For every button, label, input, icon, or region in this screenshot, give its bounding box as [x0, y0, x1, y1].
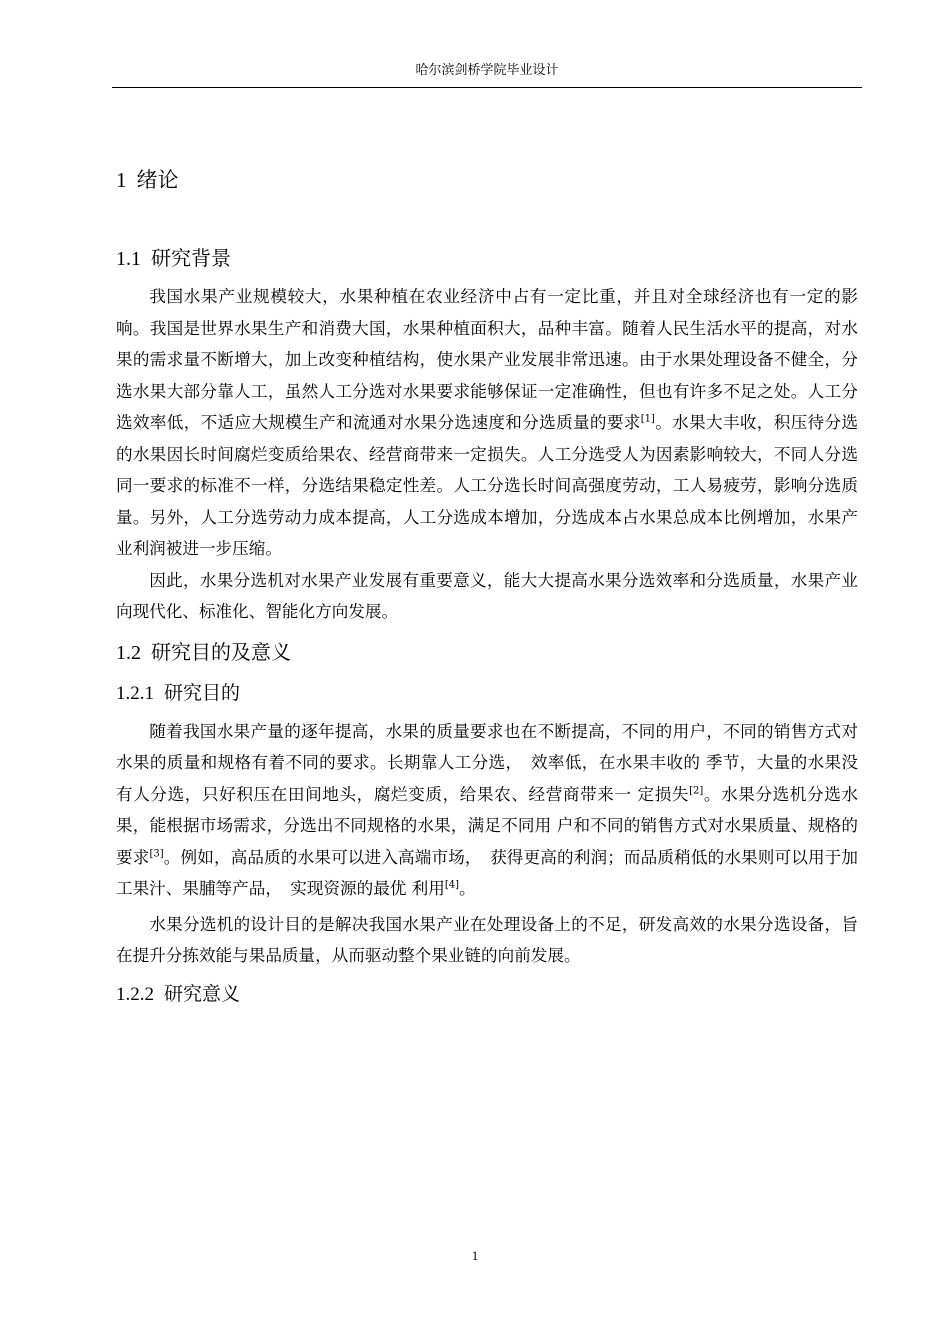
section-title: 研究目的及意义 — [151, 639, 291, 664]
page-number: 1 — [471, 1248, 479, 1263]
citation-ref: [1] — [640, 413, 655, 425]
paragraph-purpose-1: 随着我国水果产量的逐年提高，水果的质量要求也在不断提高，不同的用户，不同的销售方式对水果的质量和规格有着不同的要求。长期靠人工分选， 效率低，在水果丰收的 季节，大量的水果没有人分选，只好积压在田间地头，腐烂变质，给果农、经营商带来一 定损失[2]。水果分选机分选水果，能根据市场需求，分选出不同规格的水果，满足不同用 户和不同的销售方式对水果质量、规格的要求[3]。例如，高品质的水果可以进入高端市场， 获得更高的利润；而品质稍低的水果则可以用于加工果汁、果脯等产品， 实现资源的最优 利用[4]。 — [116, 721, 859, 898]
subsection-number: 1.2.2 — [116, 983, 154, 1005]
chapter-heading — [116, 160, 858, 200]
subsection-heading-1-2-1 — [116, 675, 858, 712]
subsection-title: 研究目的 — [164, 681, 241, 704]
header-rule — [112, 87, 862, 88]
subsection-title: 研究意义 — [164, 982, 241, 1005]
page-header: 哈尔滨剑桥学院毕业设计 — [415, 63, 559, 78]
chapter-number: 1 — [116, 168, 127, 192]
section-heading-1-1 — [116, 240, 858, 277]
section-number: 1.1 — [116, 248, 141, 270]
page-content — [116, 160, 858, 1013]
citation-ref: [2] — [689, 784, 704, 796]
section-heading-1-2 — [116, 634, 858, 671]
subsection-number: 1.2.1 — [116, 682, 154, 704]
paragraph-background-2: 因此，水果分选机对水果产业发展有重要意义，能大大提高水果分选效率和分选质量，水果产业向现代化、标准化、智能化方向发展。 — [116, 570, 858, 621]
section-title: 研究背景 — [151, 246, 231, 270]
citation-ref: [3] — [149, 847, 164, 859]
chapter-title: 绪论 — [136, 168, 179, 192]
citation-ref: [4] — [444, 879, 460, 891]
paragraph-purpose-2: 水果分选机的设计目的是解决我国水果产业在处理设备上的不足，研发高效的水果分选设备，旨在提升分拣效能与果品质量，从而驱动整个果业链的向前发展。 — [116, 914, 858, 965]
paragraph-background-1: 我国水果产业规模较大，水果种植在农业经济中占有一定比重，并且对全球经济也有一定的影响。我国是世界水果生产和消费大国，水果种植面积大，品种丰富。随着人民生活水平的提高，对水果的需求量不断增大，加上改变种植结构，使水果产业发展非常迅速。由于水果处理设备不健全，分选水果大部分靠人工，虽然人工分选对水果要求能够保证一定准确性，但也有许多不足之处。人工分选效率低，不适应大规模生产和流通对水果分选速度和分选质量的要求[1]。水果大丰收，积压待分选的水果因长时间腐烂变质给果农、经营商带来一定损失。人工分选受人为因素影响较大，不同人分选同一要求的标准不一样，分选结果稳定性差。人工分选长时间高强度劳动，工人易疲劳，影响分选质量。另外，人工分选劳动力成本提高，人工分选成本增加，分选成本占水果总成本比例增加，水果产业利润被进一步压缩。 — [116, 287, 859, 558]
section-number: 1.2 — [116, 641, 141, 664]
subsection-heading-1-2-2 — [116, 976, 858, 1013]
